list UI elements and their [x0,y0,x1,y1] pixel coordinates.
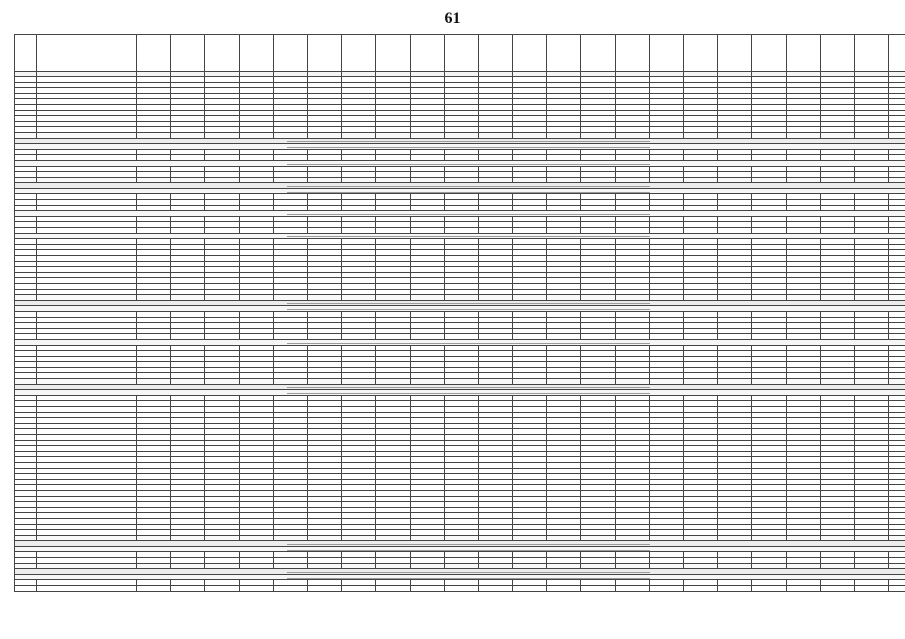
amount-cell [478,586,512,592]
table-body [15,72,905,592]
table-header-row [15,35,905,72]
heading-text-placeholder [287,192,650,193]
row-number-cell [15,586,37,592]
heading-text-placeholder [287,309,650,310]
amount-cell [137,586,171,592]
amount-cell [615,586,649,592]
column-header [649,35,683,72]
amount-cell [239,586,273,592]
heading-text-placeholder [287,141,650,142]
amount-cell [307,586,341,592]
column-header [547,35,581,72]
amount-cell [889,586,905,592]
amount-cell [786,586,820,592]
column-header [137,35,171,72]
amount-cell [854,586,888,592]
column-header [752,35,786,72]
column-header [478,35,512,72]
amount-cell [547,586,581,592]
page-number: 61 [444,10,461,27]
amount-cell [649,586,683,592]
amount-cell [752,586,786,592]
column-header [718,35,752,72]
heading-text-placeholder [287,214,650,215]
amount-cell [820,586,854,592]
amount-cell [410,586,444,592]
column-header [786,35,820,72]
heading-text-placeholder [287,186,650,187]
column-header [342,35,376,72]
amount-cell [273,586,307,592]
table-row [15,586,905,592]
heading-text-placeholder [287,544,650,545]
amount-cell [684,586,718,592]
repair-cost-table [14,34,905,592]
amount-cell [171,586,205,592]
column-header [684,35,718,72]
heading-text-placeholder [287,550,650,551]
column-header [376,35,410,72]
amount-cell [376,586,410,592]
amount-cell [718,586,752,592]
column-header [239,35,273,72]
amount-cell [581,586,615,592]
column-header [410,35,444,72]
heading-text-placeholder [287,164,650,165]
heading-text-placeholder [287,343,650,344]
heading-text-placeholder [287,393,650,394]
column-header [307,35,341,72]
column-header [205,35,239,72]
column-header [889,35,905,72]
column-header [273,35,307,72]
heading-text-placeholder [287,236,650,237]
amount-cell [513,586,547,592]
column-header [37,35,137,72]
heading-text-placeholder [287,147,650,148]
heading-text-placeholder [287,578,650,579]
column-header [615,35,649,72]
column-header [820,35,854,72]
column-header [15,35,37,72]
heading-text-placeholder [287,387,650,388]
amount-cell [205,586,239,592]
column-header [171,35,205,72]
amount-cell [342,586,376,592]
column-header [581,35,615,72]
heading-text-placeholder [287,303,650,304]
amount-cell [444,586,478,592]
address-cell [37,586,137,592]
column-header [444,35,478,72]
column-header [513,35,547,72]
column-header [854,35,888,72]
heading-text-placeholder [287,572,650,573]
